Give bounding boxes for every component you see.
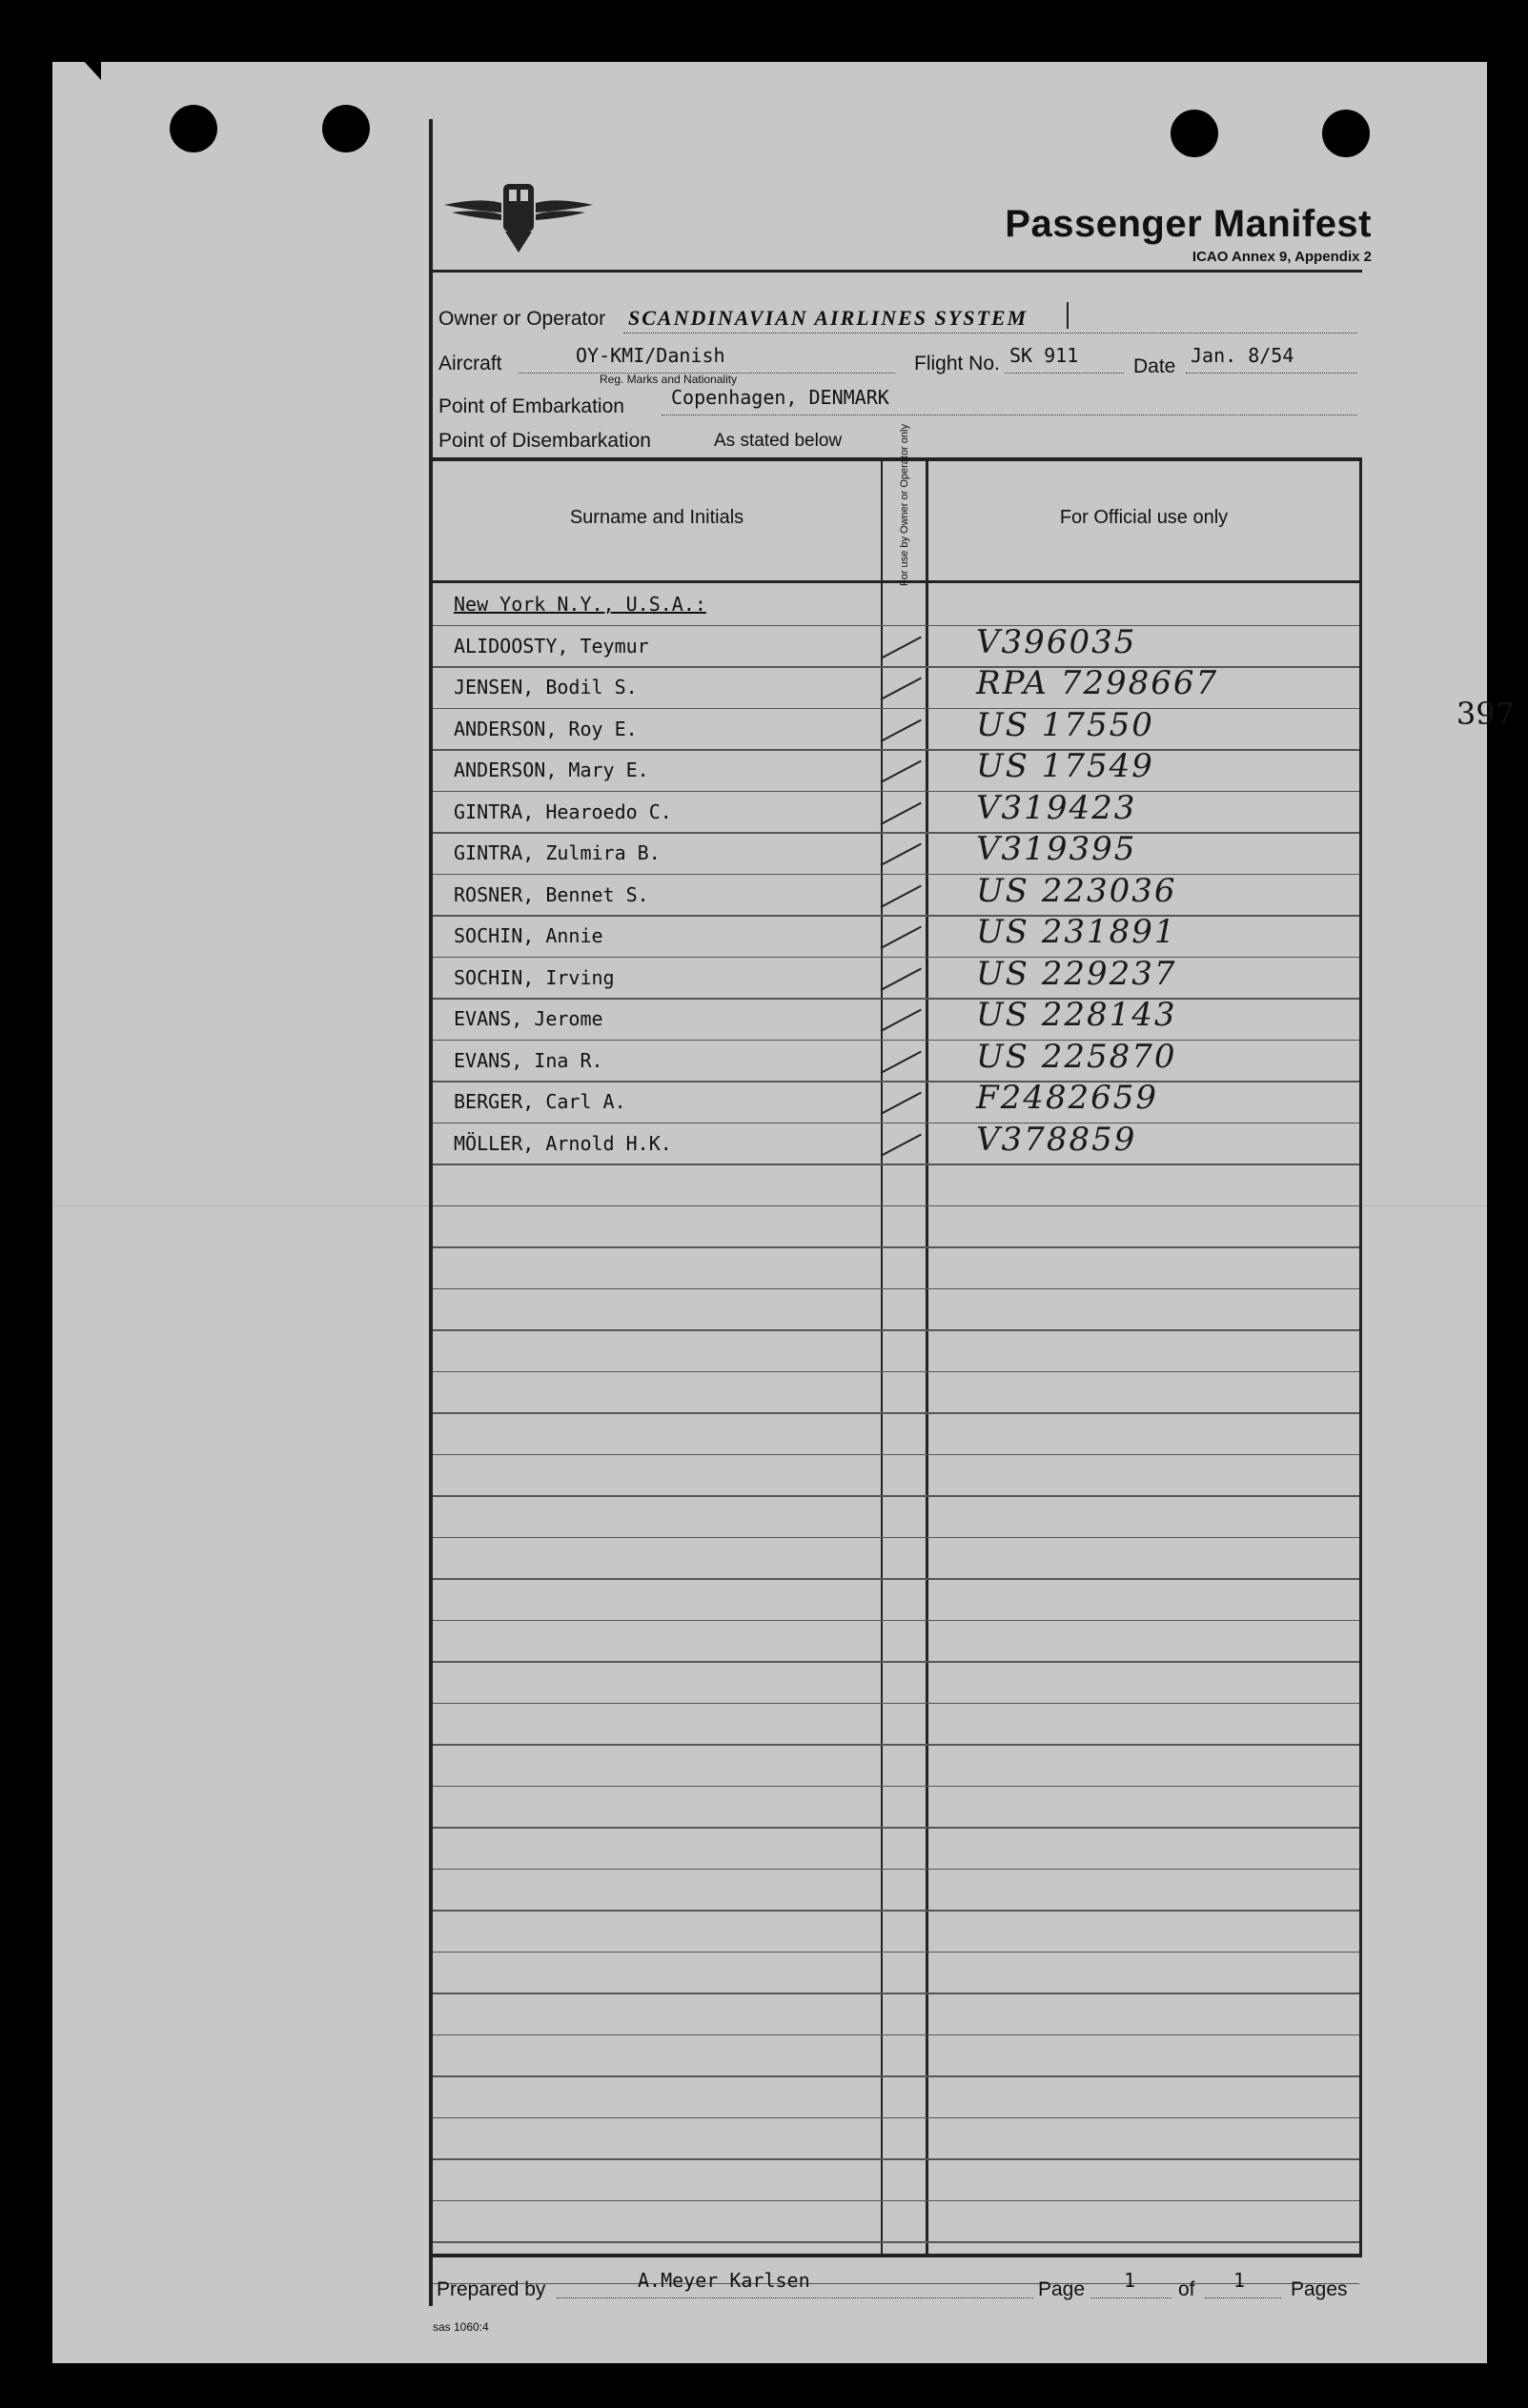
official-passport-number: US 17550 xyxy=(976,705,1154,744)
row-line xyxy=(433,1412,1359,1414)
passenger-name: GINTRA, Zulmira B. xyxy=(454,841,661,864)
check-mark-icon xyxy=(881,926,922,949)
passenger-name: EVANS, Jerome xyxy=(454,1007,603,1030)
row-line xyxy=(433,1661,1359,1663)
airline-wings-logo-icon xyxy=(442,176,595,262)
row-line xyxy=(433,749,1359,751)
passenger-name: SOCHIN, Annie xyxy=(454,924,603,947)
of-underline xyxy=(1205,2297,1281,2298)
col-head-name: Surname and Initials xyxy=(569,507,744,528)
row-line xyxy=(433,1040,1359,1042)
passenger-name: ANDERSON, Roy E. xyxy=(454,717,638,740)
check-mark-icon xyxy=(881,1133,922,1156)
date-underline xyxy=(1186,373,1357,374)
passenger-name: ANDERSON, Mary E. xyxy=(454,759,649,781)
official-passport-number: RPA 7298667 xyxy=(976,664,1219,702)
flight-underline xyxy=(1005,373,1124,374)
row-line xyxy=(433,2117,1359,2119)
passenger-name: MÖLLER, Arnold H.K. xyxy=(454,1131,672,1155)
check-mark-icon xyxy=(881,801,922,824)
official-passport-number: F2482659 xyxy=(976,1079,1159,1117)
passenger-name: GINTRA, Hearoedo C. xyxy=(454,799,672,823)
row-line xyxy=(433,2241,1359,2243)
official-passport-number: V319423 xyxy=(976,788,1137,827)
owner-mark xyxy=(1067,302,1069,329)
row-line xyxy=(433,2034,1359,2036)
row-line xyxy=(433,1952,1359,1953)
passenger-name: ALIDOOSTY, Teymur xyxy=(454,634,649,658)
row-line xyxy=(433,1123,1359,1124)
header-divider xyxy=(433,580,1359,583)
column-divider xyxy=(926,461,928,2257)
corner-mark xyxy=(82,38,101,80)
row-line xyxy=(433,832,1359,834)
destination-heading: New York N.Y., U.S.A.: xyxy=(454,593,706,616)
row-line xyxy=(433,1246,1359,1248)
punch-hole xyxy=(322,105,370,152)
row-line xyxy=(433,1495,1359,1497)
check-mark-icon xyxy=(881,636,922,658)
row-line xyxy=(433,625,1359,627)
row-line xyxy=(433,957,1359,959)
check-mark-icon xyxy=(881,760,922,783)
row-line xyxy=(433,1993,1359,1994)
flight-value: SK 911 xyxy=(1009,344,1079,367)
row-line xyxy=(433,708,1359,710)
row-line xyxy=(433,1288,1359,1290)
passenger-name: BERGER, Carl A. xyxy=(454,1090,626,1113)
row-line xyxy=(433,1744,1359,1746)
embark-label: Point of Embarkation xyxy=(438,395,624,417)
row-line xyxy=(433,1081,1359,1083)
page-value: 1 xyxy=(1124,2269,1136,2292)
row-line xyxy=(433,1910,1359,1912)
disembark-label: Point of Disembarkation xyxy=(438,430,651,452)
form-number: sas 1060:4 xyxy=(433,2320,489,2334)
stamp-page-number: 397 xyxy=(1456,696,1515,732)
page-subtitle: ICAO Annex 9, Appendix 2 xyxy=(1192,249,1372,265)
check-mark-icon xyxy=(881,1009,922,1032)
prepared-label: Prepared by xyxy=(437,2278,546,2300)
column-divider xyxy=(881,461,883,2257)
official-passport-number: V396035 xyxy=(976,622,1137,661)
row-line xyxy=(433,1703,1359,1705)
row-line xyxy=(433,998,1359,1000)
passenger-name: ROSNER, Bennet S. xyxy=(454,882,649,906)
punch-hole xyxy=(170,105,217,152)
owner-value: SCANDINAVIAN AIRLINES SYSTEM xyxy=(628,306,1029,330)
date-value: Jan. 8/54 xyxy=(1191,344,1294,367)
form-footer xyxy=(433,2254,1362,2310)
row-line xyxy=(433,666,1359,668)
col-head-operator: For use by Owner or Operator only xyxy=(899,424,910,586)
col-head-official: For Official use only xyxy=(1059,507,1229,528)
row-line xyxy=(433,1620,1359,1622)
manifest-form xyxy=(429,119,1515,2334)
row-line xyxy=(433,874,1359,876)
embark-value: Copenhagen, DENMARK xyxy=(671,386,889,409)
of-value: 1 xyxy=(1233,2269,1246,2292)
row-line xyxy=(433,1537,1359,1539)
row-line xyxy=(433,1827,1359,1829)
official-passport-number: US 229237 xyxy=(976,954,1177,993)
owner-label: Owner or Operator xyxy=(438,308,606,330)
check-mark-icon xyxy=(881,1050,922,1073)
row-line xyxy=(433,1371,1359,1373)
check-mark-icon xyxy=(881,843,922,866)
form-header xyxy=(433,119,1372,273)
row-line xyxy=(433,1205,1359,1207)
official-passport-number: US 17549 xyxy=(976,747,1154,785)
check-mark-icon xyxy=(881,718,922,741)
row-line xyxy=(433,2200,1359,2202)
row-line xyxy=(433,915,1359,917)
check-mark-icon xyxy=(881,884,922,907)
check-mark-icon xyxy=(881,678,922,700)
official-passport-number: US 228143 xyxy=(976,996,1177,1034)
official-passport-number: US 223036 xyxy=(976,871,1177,910)
passenger-name: EVANS, Ina R. xyxy=(454,1048,603,1072)
row-line xyxy=(433,1869,1359,1871)
passenger-name: JENSEN, Bodil S. xyxy=(454,676,638,698)
row-line xyxy=(433,2075,1359,2077)
row-line xyxy=(433,1454,1359,1456)
reg-label: Reg. Marks and Nationality xyxy=(600,373,738,386)
official-passport-number: V378859 xyxy=(976,1120,1137,1159)
flight-label: Flight No. xyxy=(914,353,1000,374)
row-line xyxy=(433,1578,1359,1580)
row-line xyxy=(433,1786,1359,1788)
page-label: Page xyxy=(1038,2278,1086,2300)
row-line xyxy=(433,791,1359,793)
row-line xyxy=(433,1164,1359,1165)
page-title: Passenger Manifest xyxy=(1005,203,1372,245)
prepared-value: A.Meyer Karlsen xyxy=(638,2269,810,2292)
disembark-value: As stated below xyxy=(714,431,843,451)
column-divider xyxy=(1359,461,1362,2257)
check-mark-icon xyxy=(881,1092,922,1115)
row-line xyxy=(433,2158,1359,2160)
aircraft-label: Aircraft xyxy=(438,353,502,374)
of-label: of xyxy=(1178,2278,1195,2300)
pages-label: Pages xyxy=(1291,2278,1348,2300)
row-line xyxy=(433,1329,1359,1331)
passenger-name: SOCHIN, Irving xyxy=(454,965,615,989)
aircraft-value: OY-KMI/Danish xyxy=(576,344,725,367)
check-mark-icon xyxy=(881,967,922,990)
owner-underline xyxy=(623,333,1357,334)
official-passport-number: US 225870 xyxy=(976,1037,1177,1076)
prepared-underline xyxy=(557,2297,1033,2298)
official-passport-number: US 231891 xyxy=(976,913,1177,951)
date-label: Date xyxy=(1133,355,1176,377)
page-underline xyxy=(1090,2297,1171,2298)
official-passport-number: V319395 xyxy=(976,830,1137,868)
